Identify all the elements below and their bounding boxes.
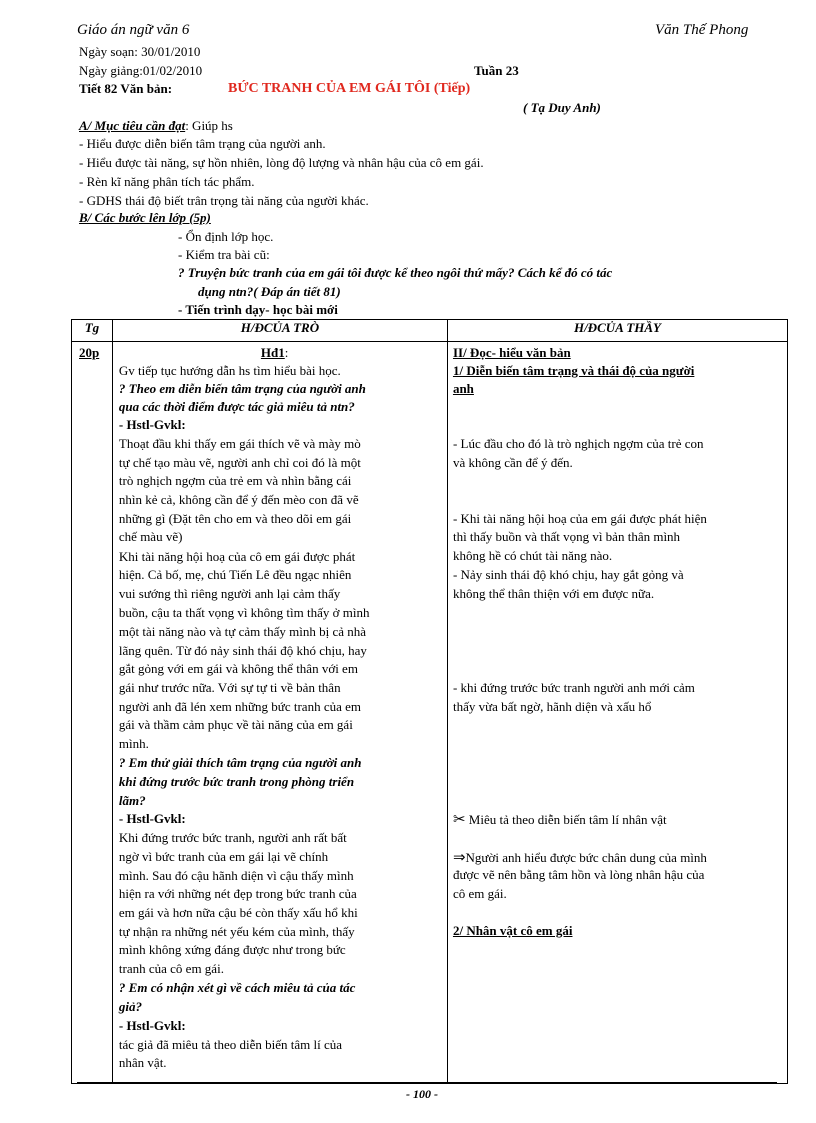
para1-line: những gì (Đặt tên cho em và theo dõi em gái	[118, 511, 352, 526]
footer-rule	[77, 1082, 777, 1083]
teacher-note-2: thì thấy buồn và thất vọng vì bản thân mình	[452, 529, 681, 544]
para3-line: mình không xứng đáng được như trong bức	[118, 942, 346, 957]
teacher-note-2: - Khi tài năng hội hoạ của em gái được phát hiện	[452, 511, 707, 526]
time-cell	[72, 342, 113, 1084]
para2-line: Khi tài năng hội hoạ của cô em gái được phát	[118, 549, 356, 564]
question-1-line2: qua các thời điểm được tác giả miêu tả ntn?	[118, 399, 355, 414]
para3-line: Khi đứng trước bức tranh, người anh rất bất	[118, 830, 347, 845]
para3-line: tranh của cô em gái.	[118, 961, 224, 976]
para3-line: tự nhận ra những nét yếu kém của mình, thấy	[118, 924, 355, 939]
para2-line: gái như trước nữa. Với sự tự ti về bản thân	[118, 680, 341, 695]
table-header-row	[72, 320, 788, 342]
teacher-note-2: không hề có chút tài năng nào.	[452, 548, 613, 563]
para3-line: hiện ra với những nét đẹp trong bức tranh của	[118, 886, 357, 901]
para2-line: một tài năng nào và tự cảm thấy mình bị cả nhà	[118, 624, 367, 639]
col-header-student: H/ĐCỦA TRÒ	[112, 320, 447, 342]
para2-line: vui sướng thì riêng người anh lại cảm thấy	[118, 586, 341, 601]
para2-line: buồn, cậu ta thất vọng vì không tìm thấy ở mình	[118, 605, 370, 620]
para2-line: lãng quên. Từ đó nảy sinh thái độ khó chịu, hay	[118, 643, 367, 658]
col-header-time: Tg	[72, 320, 113, 342]
para2-line: người anh đã lén xem những bức tranh của em	[118, 699, 361, 714]
objective-2: - Hiểu được tài năng, sự hồn nhiên, lòng độ lượng và nhân hậu của cô em gái.	[79, 155, 484, 170]
teacher-note-5: cô em gái.	[452, 886, 507, 901]
header-left: Giáo án ngữ văn 6	[77, 22, 190, 38]
section-b-heading: B/ Các bước lên lớp (5p)	[79, 210, 211, 225]
header-right: Văn Thế Phong	[655, 22, 749, 38]
teacher-note-3: - khi đứng trước bức tranh người anh mới cảm	[452, 680, 695, 695]
para1-line: Thoạt đầu khi thấy em gái thích vẽ và mày mò	[118, 436, 361, 451]
teacher-note-2: không thể thân thiện với em được nữa.	[452, 586, 655, 601]
lesson-table	[71, 319, 788, 1084]
lesson-label: Tiết 82 Văn bản:	[79, 81, 173, 96]
para2-line: gái và thầm cảm phục về tài năng của em gái	[118, 717, 353, 732]
para3-line: ngờ vì bức tranh của em gái lại vẽ chính	[118, 849, 329, 864]
teacher-note-5: được vẽ nên bằng tâm hồn và lòng nhân hậu của	[452, 867, 705, 882]
teacher-note-2: - Nảy sinh thái độ khó chịu, hay gắt gỏng và	[452, 567, 684, 582]
question-3-line: ? Em có nhận xét gì về cách miêu tả của tác	[118, 980, 356, 995]
para2-line: hiện. Cả bố, mẹ, chú Tiến Lê đều ngạc nhiên	[118, 567, 352, 582]
step-2: - Kiểm tra bài cũ:	[178, 247, 270, 262]
teacher-note-1: - Lúc đầu cho đó là trò nghịch ngợm của trẻ con	[452, 436, 704, 451]
week-label: Tuần 23	[474, 63, 519, 78]
step-1: - Ổn định lớp học.	[178, 229, 274, 244]
section-a-suffix: : Giúp hs	[185, 118, 233, 133]
lesson-title: BỨC TRANH CỦA EM GÁI TÔI (Tiếp)	[228, 81, 471, 96]
question-2-line: lãm?	[118, 793, 146, 808]
para1-line: trò nghịch ngợm của trẻ em và nhìn bằng cái	[118, 473, 352, 488]
teach-date: Ngày giảng:01/02/2010	[79, 63, 203, 78]
student-intro: Gv tiếp tục hướng dẫn hs tìm hiểu bài học.	[118, 363, 341, 378]
teacher-note-5: ⇒Người anh hiểu được bức chân dung của mình	[452, 848, 707, 866]
review-question-line1: ? Truyện bức tranh của em gái tôi được kể theo ngôi thứ mấy? Cách kể đó có tác	[178, 265, 613, 280]
double-arrow-icon: ⇒	[452, 848, 466, 866]
section-a-heading	[79, 118, 233, 134]
teacher-sub1-line2: anh	[452, 381, 474, 396]
question-2-line: khi đứng trước bức tranh trong phòng triển	[118, 774, 355, 789]
student-cell	[112, 342, 447, 1084]
teacher-cell	[447, 342, 787, 1084]
teacher-section-title: II/ Đọc- hiểu văn bản	[452, 345, 571, 360]
teacher-note-3: thấy vừa bất ngờ, hãnh diện và xấu hổ	[452, 699, 652, 714]
question-2-line: ? Em thử giải thích tâm trạng của người anh	[118, 755, 362, 770]
para1-line: tự chế tạo màu vẽ, người anh chỉ coi đó là một	[118, 455, 361, 470]
para2-line: mình.	[118, 736, 149, 751]
para3-line: mình. Sau đó cậu hãnh diện vì cậu thấy mình	[118, 868, 354, 883]
time-value: 20p	[79, 345, 100, 360]
objective-4: - GDHS thái độ biết trân trọng tài năng của người khác.	[79, 193, 369, 208]
step-3: - Tiến trình dạy- học bài mới	[178, 302, 338, 317]
prep-date: Ngày soạn: 30/01/2010	[79, 44, 201, 59]
para1-line: nhìn kẻ cả, không cần để ý đến mèo con đã vẽ	[118, 492, 359, 507]
teacher-sub1-line1: 1/ Diễn biến tâm trạng và thái độ của người	[452, 363, 695, 378]
hstl-1: - Hstl-Gvkl:	[118, 417, 186, 432]
author: ( Tạ Duy Anh)	[523, 100, 601, 115]
hstl-2: - Hstl-Gvkl:	[118, 811, 186, 826]
para4-line: nhân vật.	[118, 1055, 167, 1070]
question-1-line1: ? Theo em diễn biến tâm trạng của người anh	[118, 381, 366, 396]
teacher-note-4: ✂ Miêu tả theo diễn biến tâm lí nhân vật	[452, 810, 667, 828]
table-row	[72, 342, 788, 1084]
teacher-note-1: và không cần để ý đến.	[452, 455, 573, 470]
page-number: - 100 -	[406, 1087, 438, 1101]
para3-line: em gái và hơn nữa cậu bé còn thấy xấu hổ khi	[118, 905, 358, 920]
question-3-line: giả?	[118, 999, 143, 1014]
hd1-heading: Hđ1:	[260, 345, 289, 360]
hstl-3: - Hstl-Gvkl:	[118, 1018, 186, 1033]
col-header-teacher: H/ĐCỦA THẦY	[447, 320, 787, 342]
para1-line: chế màu vẽ)	[118, 529, 183, 544]
objective-3: - Rèn kĩ năng phân tích tác phẩm.	[79, 174, 255, 189]
para4-line: tác giả đã miêu tả theo diễn biến tâm lí của	[118, 1037, 342, 1052]
section-a-label: A/ Mục tiêu cần đạt	[79, 118, 186, 133]
teacher-sub2: 2/ Nhân vật cô em gái	[452, 923, 573, 938]
objective-1: - Hiểu được diễn biến tâm trạng của người anh.	[79, 136, 326, 151]
para2-line: gắt gỏng với em gái và không thể thân với em	[118, 661, 358, 676]
review-question-line2: dụng ntn?( Đáp án tiết 81)	[198, 284, 341, 299]
scissors-icon: ✂	[452, 810, 466, 828]
